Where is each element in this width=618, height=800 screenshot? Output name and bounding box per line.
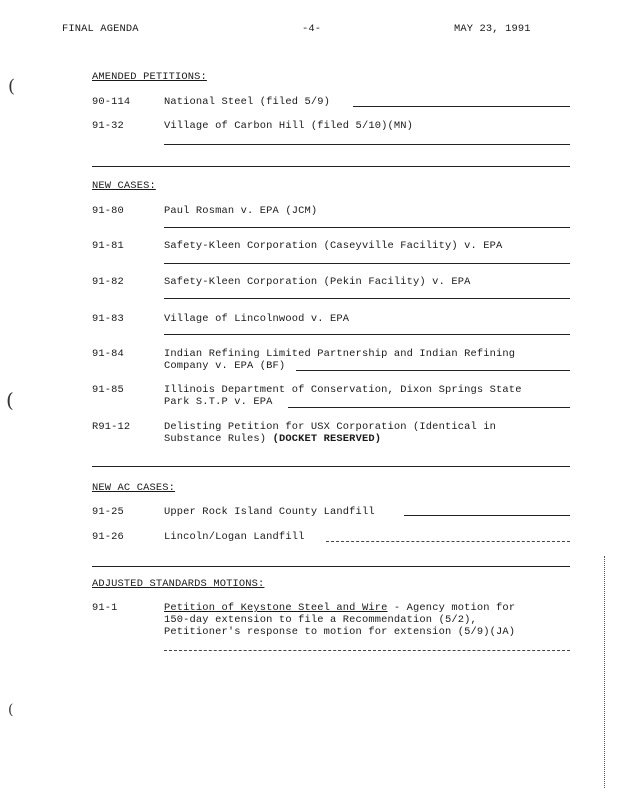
section-heading-amended-petitions: AMENDED PETITIONS: xyxy=(92,71,207,83)
section-heading-new-cases: NEW CASES: xyxy=(92,180,156,192)
case-number: 91-25 xyxy=(92,506,124,518)
case-title: Paul Rosman v. EPA (JCM) xyxy=(164,205,318,217)
case-number: 91-82 xyxy=(92,276,124,288)
case-number: R91-12 xyxy=(92,421,131,433)
signature-line xyxy=(353,106,570,107)
section-divider xyxy=(92,566,570,567)
case-title-continued: Company v. EPA (BF) xyxy=(164,360,286,372)
signature-line xyxy=(164,334,570,335)
header-date: MAY 23, 1991 xyxy=(454,23,531,35)
case-title: Safety-Kleen Corporation (Pekin Facility) v. EPA xyxy=(164,276,471,288)
punch-mark-bottom: ( xyxy=(8,702,14,718)
signature-line xyxy=(326,541,570,542)
case-number: 91-81 xyxy=(92,240,124,252)
case-number: 91-80 xyxy=(92,205,124,217)
case-number: 91-26 xyxy=(92,531,124,543)
signature-line xyxy=(404,515,570,516)
case-number: 91-84 xyxy=(92,348,124,360)
case-title: National Steel (filed 5/9) xyxy=(164,96,331,108)
scan-edge xyxy=(604,556,605,788)
petition-description: - Agency motion for xyxy=(387,602,516,614)
case-title-continued: Park S.T.P v. EPA xyxy=(164,396,273,408)
case-number: 91-83 xyxy=(92,313,124,325)
case-title: Village of Lincolnwood v. EPA xyxy=(164,313,350,325)
section-heading-adjusted-standards-motions: ADJUSTED STANDARDS MOTIONS: xyxy=(92,578,265,590)
signature-line xyxy=(164,650,570,651)
header-title: FINAL AGENDA xyxy=(62,23,139,35)
case-title: Village of Carbon Hill (filed 5/10)(MN) xyxy=(164,120,414,132)
section-heading-new-ac-cases: NEW AC CASES: xyxy=(92,482,176,494)
case-title-continued: 150-day extension to file a Recommendation (5/2), xyxy=(164,614,477,626)
case-title: Illinois Department of Conservation, Dixon Springs State xyxy=(164,384,522,396)
case-title xyxy=(164,602,515,614)
case-number: 91-1 xyxy=(92,602,118,614)
signature-line xyxy=(164,298,570,299)
case-title: Upper Rock Island County Landfill xyxy=(164,506,375,518)
signature-line xyxy=(164,227,570,228)
docket-reserved-tag: (DOCKET RESERVED) xyxy=(272,433,382,445)
punch-mark-top: ( xyxy=(8,76,16,97)
section-divider xyxy=(92,166,570,167)
case-title-line: Substance Rules) xyxy=(164,433,267,445)
case-title-continued: Petitioner's response to motion for extension (5/9)(JA) xyxy=(164,626,516,638)
punch-mark-middle: ( xyxy=(6,388,14,412)
section-divider xyxy=(92,466,570,467)
case-title: Safety-Kleen Corporation (Caseyville Facility) v. EPA xyxy=(164,240,503,252)
case-title: Lincoln/Logan Landfill xyxy=(164,531,305,543)
case-number: 90-114 xyxy=(92,96,131,108)
case-title-continued xyxy=(164,433,381,445)
signature-line xyxy=(288,407,570,408)
signature-line xyxy=(164,263,570,264)
case-title: Delisting Petition for USX Corporation (Identical in xyxy=(164,421,497,433)
case-number: 91-85 xyxy=(92,384,124,396)
case-number: 91-32 xyxy=(92,120,124,132)
page-number: -4- xyxy=(302,23,322,35)
petition-title: Petition of Keystone Steel and Wire xyxy=(164,602,388,614)
case-title: Indian Refining Limited Partnership and Indian Refining xyxy=(164,348,516,360)
signature-line xyxy=(164,144,570,145)
signature-line xyxy=(296,370,570,371)
